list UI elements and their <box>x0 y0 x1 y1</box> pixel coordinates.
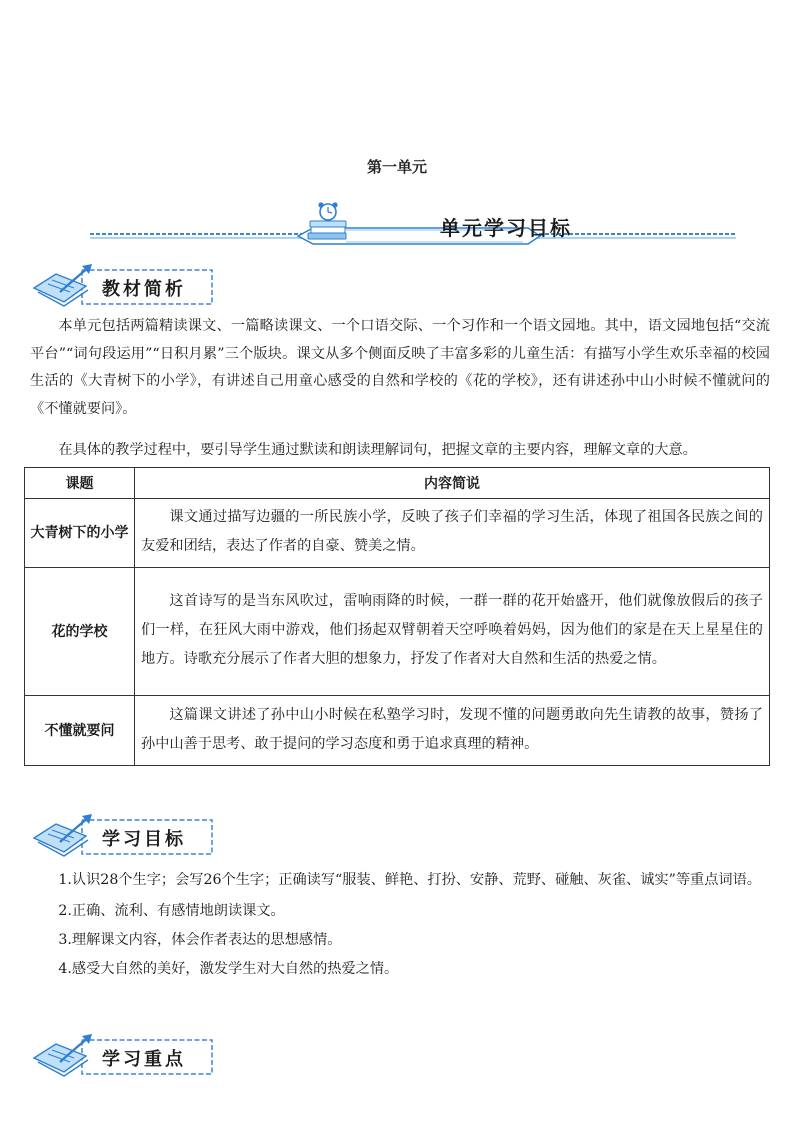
table-header-row <box>25 468 770 499</box>
table-row <box>25 696 770 766</box>
table-cell-desc: 课文通过描写边疆的一所民族小学，反映了孩子们幸福的学习生活，体现了祖国各民族之间的友爱和团结，表达了作者的自豪、赞美之情。 <box>135 499 770 568</box>
goal-item: 2.正确、流利、有感情地朗读课文。 <box>58 903 285 919</box>
goal-item: 3.理解课文内容，体会作者表达的思想感情。 <box>58 932 342 948</box>
table-header-topic: 课题 <box>25 468 135 499</box>
table-cell-desc: 这首诗写的是当东风吹过，雷响雨降的时候，一群一群的花开始盛开，他们就像放假后的孩子们一样，在狂风大雨中游戏，他们扬起双臂朝着天空呼唤着妈妈，因为他们的家是在天上星星住的地方。诗歌充分展示了作者大胆的想象力，抒发了作者对大自然和生活的热爱之情。 <box>135 568 770 696</box>
unit-banner <box>88 200 738 248</box>
analysis-paragraph-1: 本单元包括两篇精读课文、一篇略读课文、一个口语交际、一个习作和一个语文园地。其中，语文园地包括“交流平台”“词句段运用”“日积月累”三个版块。课文从多个侧面反映了丰富多彩的儿童生活：有描写小学生欢乐幸福的校园生活的《大青树下的小学》，有讲述自己用童心感受的自然和学校的《花的学校》，还有讲述孙中山小时候不懂就问的《不懂就要问》。 <box>30 318 770 417</box>
goal-item: 1.认识28个生字；会写26个生字；正确读写“服装、鲜艳、打扮、安静、荒野、碰触、灰雀、诚实”等重点词语。 <box>58 872 761 888</box>
books-clock-icon <box>308 202 346 239</box>
page-title: 第一单元 <box>366 158 427 176</box>
table-cell-topic: 不懂就要问 <box>25 696 135 766</box>
table-row <box>25 499 770 568</box>
section-title-goals: 学习目标 <box>102 829 186 850</box>
section-heading-focus <box>30 1032 220 1080</box>
section-title-focus: 学习重点 <box>102 1049 186 1070</box>
table-cell-topic: 花的学校 <box>25 568 135 696</box>
table-cell-topic: 大青树下的小学 <box>25 499 135 568</box>
analysis-paragraph-2: 在具体的教学过程中，要引导学生通过默读和朗读理解词句，把握文章的主要内容，理解文章的大意。 <box>58 442 697 458</box>
table-header-desc: 内容简说 <box>135 468 770 499</box>
goals-list <box>30 866 770 984</box>
section-title-analysis: 教材简析 <box>102 279 186 300</box>
banner-decoration <box>88 200 738 248</box>
goal-item: 4.感受大自然的美好，激发学生对大自然的热爱之情。 <box>58 961 399 977</box>
table-cell-desc: 这篇课文讲述了孙中山小时候在私塾学习时，发现不懂的问题勇敢向先生请教的故事，赞扬了孙中山善于思考、敢于提问的学习态度和勇于追求真理的精神。 <box>135 696 770 766</box>
section-heading-goals <box>30 812 220 860</box>
section-heading-analysis <box>30 262 220 310</box>
lesson-summary-table <box>24 467 770 766</box>
table-row <box>25 568 770 696</box>
banner-title: 单元学习目标 <box>440 216 572 240</box>
